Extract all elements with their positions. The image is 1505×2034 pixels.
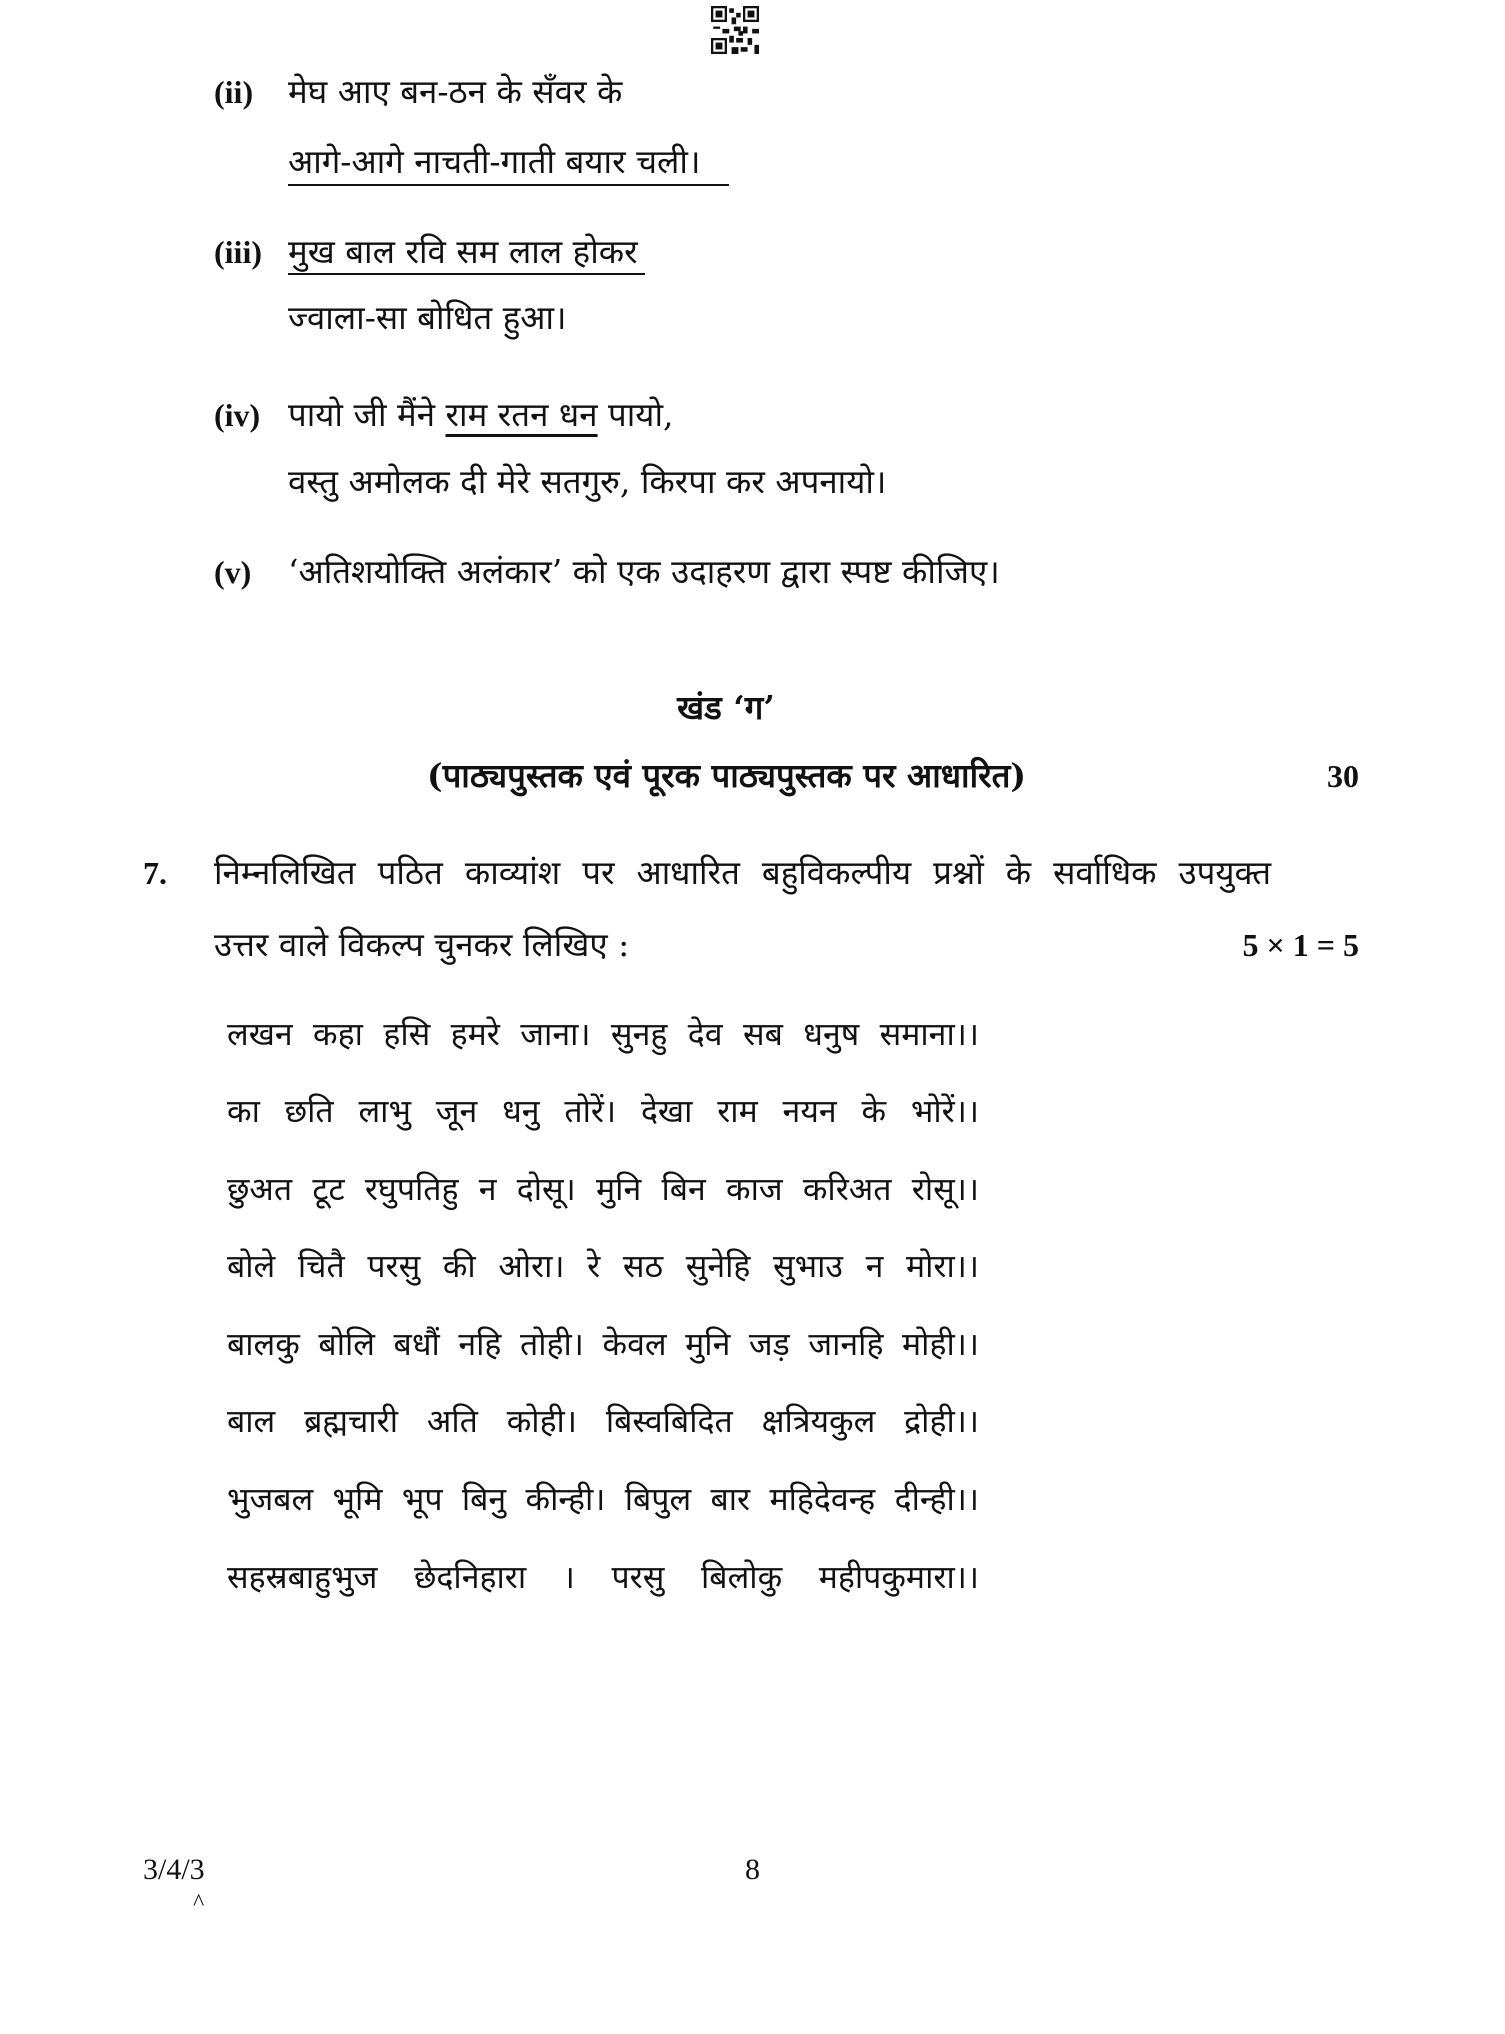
item-iii-line-1: मुख बाल रवि सम लाल होकर — [288, 232, 638, 271]
verse-line: लखन कहा हसि हमरे जाना। सुनहु देव सब धनुष समाना।। — [227, 1015, 979, 1053]
item-iv-line-2: वस्तु अमोलक दी मेरे सतगुरु, किरपा कर अपनायो। — [288, 462, 887, 501]
question-text-line-2: उत्तर वाले विकल्प चुनकर लिखिए : — [214, 925, 630, 964]
item-label-ii: (ii) — [214, 74, 254, 110]
section-marks: 30 — [1327, 758, 1359, 794]
section-title: खंड ‘ग’ — [677, 688, 775, 727]
item-iii-line-2: ज्वाला-सा बोधित हुआ। — [288, 298, 567, 337]
verse-line: बोले चितै परसु की ओरा। रे सठ सुनेहि सुभाउ न मोरा।। — [227, 1247, 979, 1285]
item-ii-line-1: मेघ आए बन-ठन के सँवर के — [288, 72, 623, 111]
item-v-line-1: ‘अतिशयोक्ति अलंकार’ को एक उदाहरण द्वारा स्पष्ट कीजिए। — [288, 552, 1000, 591]
question-number: 7. — [143, 855, 167, 891]
paper-code: 3/4/3 — [143, 1853, 205, 1886]
underlined-phrase: राम रतन धन — [445, 395, 598, 434]
verse-line: भुजबल भूमि भूप बिनु कीन्ही। बिपुल बार महिदेवन्ह दीन्ही।। — [227, 1480, 979, 1518]
verse-line: बालकु बोलि बधौं नहि तोही। केवल मुनि जड़ जानहि मोही।। — [227, 1325, 979, 1363]
qr-code-icon — [711, 6, 759, 54]
item-iv-line-1 — [288, 393, 674, 437]
page-number: 8 — [745, 1853, 760, 1886]
item-label-iii: (iii) — [214, 234, 262, 270]
question-text-line-1: निम्नलिखित पठित काव्यांश पर आधारित बहुविकल्पीय प्रश्नों के सर्वाधिक उपयुक्त — [214, 853, 1271, 892]
text: पायो, — [597, 395, 674, 434]
underline — [288, 273, 645, 275]
verse-line: छुअत टूट रघुपतिहु न दोसू। मुनि बिन काज करिअत रोसू।। — [227, 1170, 979, 1208]
question-marks: 5 × 1 = 5 — [1242, 927, 1359, 963]
caret-mark: ^ — [193, 1890, 205, 1916]
item-label-iv: (iv) — [214, 397, 261, 433]
text: पायो जी मैंने — [288, 395, 446, 434]
section-subtitle: (पाठ्यपुस्तक एवं पूरक पाठ्यपुस्तक पर आधारित) — [426, 756, 1027, 795]
item-ii-line-2: आगे-आगे नाचती-गाती बयार चली। — [288, 142, 701, 181]
underline — [288, 184, 729, 186]
verse-line: सहस्रबाहुभुज छेदनिहारा । परसु बिलोकु महीपकुमारा।। — [227, 1558, 979, 1596]
item-label-v: (v) — [214, 554, 252, 590]
verse-line: का छति लाभु जून धनु तोरें। देखा राम नयन के भोरें।। — [227, 1092, 979, 1130]
verse-line: बाल ब्रह्मचारी अति कोही। बिस्वबिदित क्षत्रियकुल द्रोही।। — [227, 1402, 979, 1440]
